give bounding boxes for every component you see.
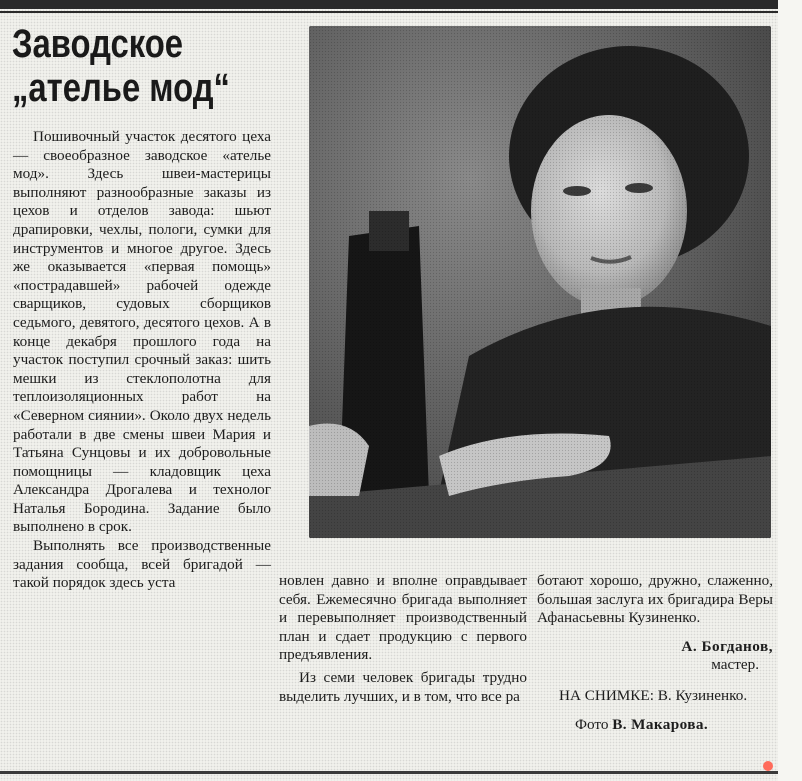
page-edge [778,0,802,781]
article-paragraph-3-start: Из семи человек бригады трудно выделить лучших, и в том, что все ра [279,668,527,705]
photo-credit-name: В. Макарова. [612,715,709,733]
author-signature [537,638,773,657]
photo-credit-prefix: Фото [575,715,609,733]
headline [12,22,258,110]
article-column-2 [279,572,527,706]
article-paragraph-2-end: новлен давно и вполне оправдывает себя. Ежемесячно бригада выполняет и перевыполняет производственный план и сдает продукцию с первого предъявления. [279,572,527,664]
author-name: А. Богданов, [681,637,773,655]
article-paragraph-1: Пошивочный участок десятого цеха — своеобразное заводское «ателье мод». Здесь швеи-мастерицы выполняют разнообразные заказы из цехов и отделов завода: шьют драпировки, чехлы, пологи, сумки для инструментов и многое другое. Здесь же оказывается «первая помощь» «пострадавшей» рабочей одежде сварщиков, судовых сборщиков седьмого, девятого, десятого цехов. А в конце декабря прошлого года на участок поступил срочный заказ: шить мешки из стеклополотна для теплоизоляционных работ на «Северном сиянии». Около двух недель работали в две смены швеи Мария и Татьяна Сунцовы и их добровольные помощницы — кладовщик цеха Александра Дрогалева и технолог Наталья Бородина. Задание было выполнено в срок. [13,128,271,536]
author-role: мастер. [711,656,759,674]
photo-caption: НА СНИМКЕ: В. Кузиненко. [559,686,748,704]
article-paragraph-2-start: Выполнять все производственные задания сообща, всей бригадой — такой порядок здесь уста [13,537,271,592]
top-rule [0,0,778,9]
article-column-1 [13,128,271,593]
headline-line-1: Заводское [12,22,184,66]
headline-line-2: „ателье мод“ [12,66,230,110]
photo-credit [537,716,773,735]
top-rule-thin [0,11,778,13]
article-paragraph-3-end: ботают хорошо, дружно, слаженно, большая заслуга их бригадира Веры Афанасьевны Кузиненко. [537,572,773,627]
photo-seamstress [309,26,771,538]
article-column-3 [537,572,773,734]
photo-image [309,26,771,538]
bottom-rule [0,771,778,774]
